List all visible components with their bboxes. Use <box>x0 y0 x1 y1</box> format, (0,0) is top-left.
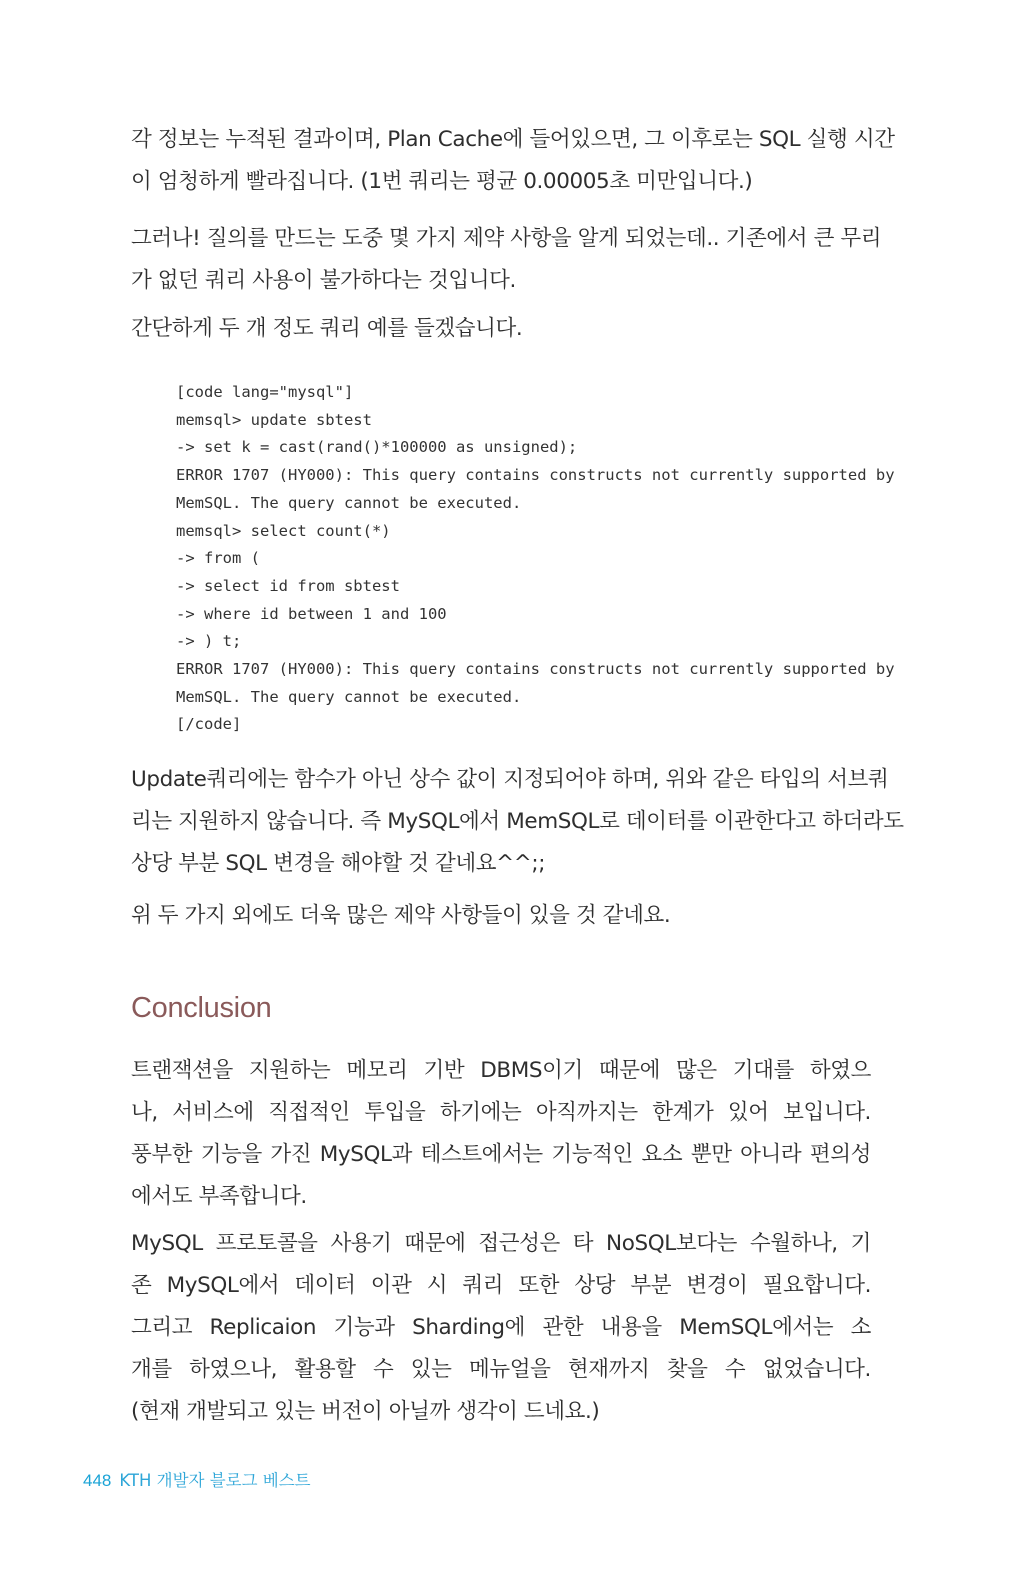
paragraph-plan-cache <box>131 119 895 203</box>
code-line: -> where id between 1 and 100 <box>176 604 447 623</box>
paragraph-examples-intro <box>131 308 871 350</box>
code-line: [/code] <box>176 715 242 734</box>
code-line: ERROR 1707 (HY000): This query contains constructs not currently supported by <box>176 466 895 485</box>
text-line: 상당 부분 SQL 변경을 해야할 것 같네요^^;; <box>131 851 546 876</box>
text-line: 그리고 Replicaion 기능과 Sharding에 관한 내용을 MemSQL에서는 소 <box>131 1315 871 1340</box>
code-line: MemSQL. The query cannot be executed. <box>176 493 522 512</box>
text-line: 리는 지원하지 않습니다. 즉 MySQL에서 MemSQL로 데이터를 이관한다고 하더라도 <box>131 809 904 834</box>
code-line: -> select id from sbtest <box>176 576 400 595</box>
book-title: KTH 개발자 블로그 베스트 <box>119 1471 311 1490</box>
paragraph-more-limits <box>131 895 871 937</box>
text-line: (현재 개발되고 있는 버전이 아닐까 생각이 드네요.) <box>131 1399 600 1424</box>
text-line: 존 MySQL에서 데이터 이관 시 쿼리 또한 상당 부분 변경이 필요합니다. <box>131 1273 871 1298</box>
text-line: 이 엄청하게 빨라집니다. (1번 쿼리는 평균 0.00005초 미만입니다.) <box>131 169 753 194</box>
text-line: 간단하게 두 개 정도 쿼리 예를 들겠습니다. <box>131 316 523 341</box>
code-line: [code lang="mysql"] <box>176 383 354 401</box>
text-line: 풍부한 기능을 가진 MySQL과 테스트에서는 기능적인 요소 뿐만 아니라 편의성 <box>131 1142 871 1167</box>
text-line: MySQL 프로토콜을 사용기 때문에 접근성은 타 NoSQL보다는 수월하나, 기 <box>131 1231 871 1256</box>
page-number: 448 <box>83 1471 112 1490</box>
paragraph-conclusion-1 <box>131 1050 871 1218</box>
code-line: memsql> update sbtest <box>176 410 372 429</box>
text-line: 개를 하였으나, 활용할 수 있는 메뉴얼을 현재까지 찾을 수 없었습니다. <box>131 1357 871 1382</box>
text-line: 나, 서비스에 직접적인 투입을 하기에는 아직까지는 한계가 있어 보입니다. <box>131 1100 871 1125</box>
paragraph-constraints-intro <box>131 218 882 302</box>
paragraph-update-limits <box>131 759 904 885</box>
code-line: ERROR 1707 (HY000): This query contains constructs not currently supported by <box>176 660 895 679</box>
code-block <box>176 379 895 739</box>
text-line: Update쿼리에는 함수가 아닌 상수 값이 지정되어야 하며, 위와 같은 타입의 서브쿼 <box>131 767 889 792</box>
code-line: -> set k = cast(rand()*100000 as unsigned); <box>176 438 578 457</box>
text-line: 각 정보는 누적된 결과이며, Plan Cache에 들어있으면, 그 이후로는 SQL 실행 시간 <box>131 127 895 152</box>
text-line: 트랜잭션을 지원하는 메모리 기반 DBMS이기 때문에 많은 기대를 하였으 <box>131 1058 871 1083</box>
page-footer <box>83 1467 311 1491</box>
text-line: 그러나! 질의를 만드는 도중 몇 가지 제약 사항을 알게 되었는데.. 기존에서 큰 무리 <box>131 226 882 251</box>
code-line: memsql> select count(*) <box>176 521 391 540</box>
section-heading: Conclusion <box>131 992 272 1024</box>
code-line: -> from ( <box>176 549 260 568</box>
code-line: MemSQL. The query cannot be executed. <box>176 687 522 706</box>
text-line: 가 없던 쿼리 사용이 불가하다는 것입니다. <box>131 268 516 293</box>
paragraph-conclusion-2 <box>131 1223 871 1433</box>
text-line: 에서도 부족합니다. <box>131 1184 307 1209</box>
code-line: -> ) t; <box>176 632 242 651</box>
text-line: 위 두 가지 외에도 더욱 많은 제약 사항들이 있을 것 같네요. <box>131 903 671 928</box>
